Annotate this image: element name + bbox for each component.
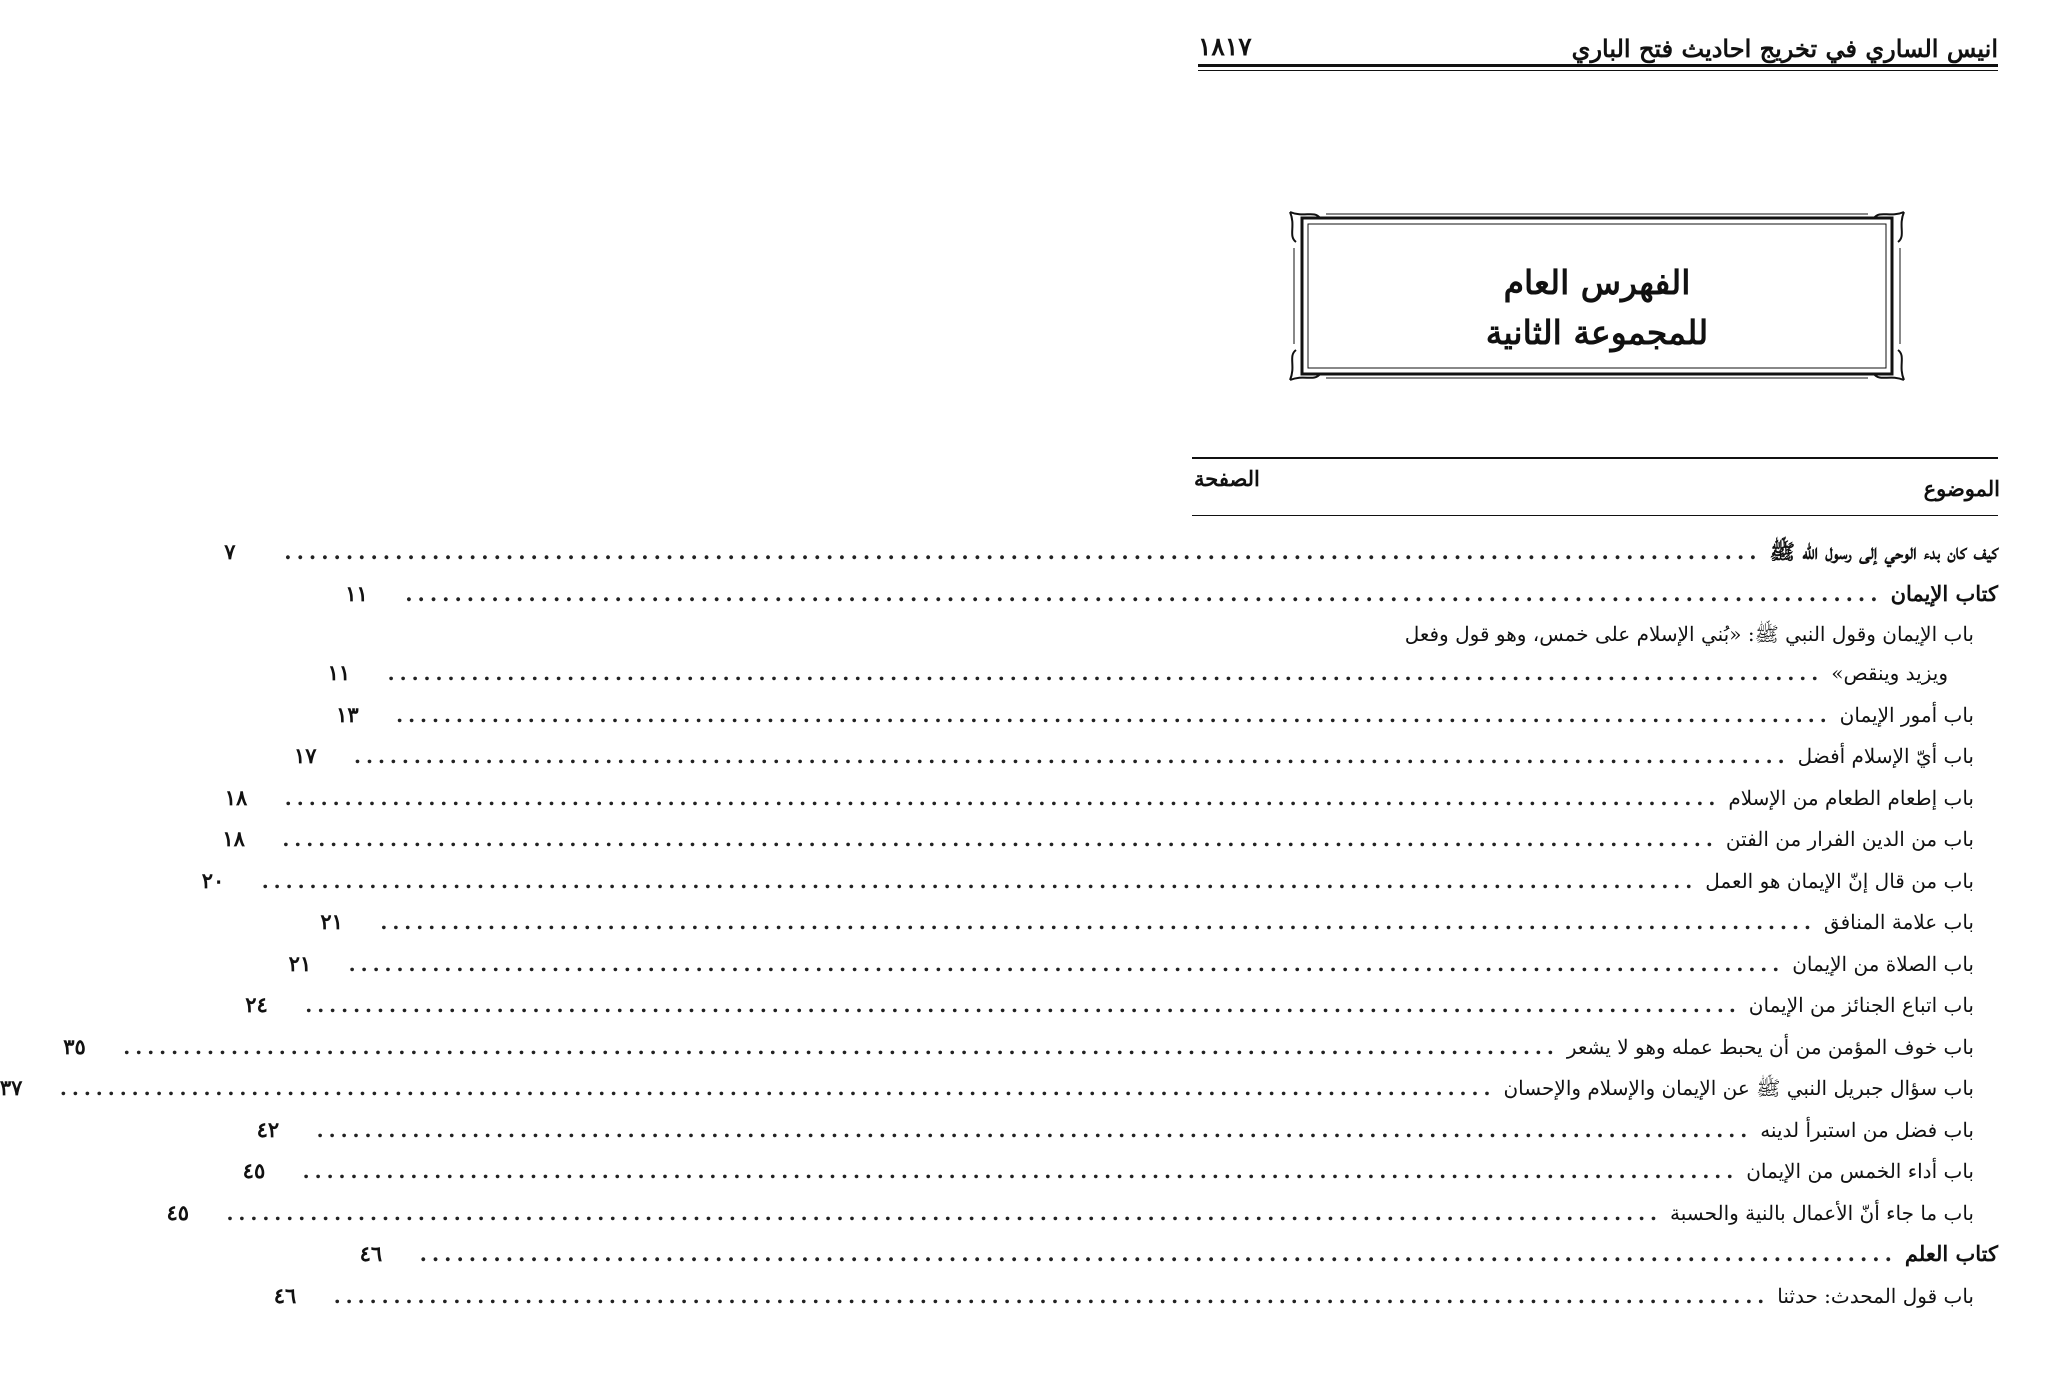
- header-rule-thick: [1198, 64, 1998, 67]
- toc-entry-topic: باب ما جاء أنّ الأعمال بالنية والحسبة: [1670, 1200, 1974, 1225]
- toc-entry-page: ١٣: [336, 701, 359, 727]
- topic-column-header: الموضوع: [1923, 476, 2000, 501]
- toc-entry-topic: باب الصلاة من الإيمان: [1792, 951, 1974, 976]
- page-number: ١٨١٧: [1198, 32, 1252, 61]
- toc-entry-topic: باب سؤال جبريل النبي ﷺ عن الإيمان والإسلام والإحسان: [1503, 1076, 1974, 1100]
- toc-entry-topic: باب خوف المؤمن من أن يحبط عمله وهو لا يشعر: [1566, 1034, 1974, 1059]
- dot-leader: ........................................................................................................................: [284, 785, 1721, 810]
- running-head: [1198, 28, 1998, 68]
- dot-leader: ........................................................................................................................: [333, 1283, 1770, 1308]
- toc-entry-topic: باب قول المحدث: حدثنا: [1777, 1283, 1974, 1308]
- toc-entry-topic: باب أداء الخمس من الإيمان: [1746, 1159, 1974, 1183]
- toc-entry-topic: باب اتباع الجنائز من الإيمان: [1748, 993, 1974, 1017]
- toc-entry: [336, 694, 1998, 736]
- toc-entry-topic: كيف كان بدء الوحي إلى رسول الله ﷺ: [1769, 539, 1998, 564]
- toc-entry: [294, 735, 1998, 777]
- toc-entry: [288, 943, 1998, 985]
- page-column-header: الصفحة: [1194, 466, 1260, 491]
- toc-entry-page: ٤٦: [359, 1241, 383, 1266]
- toc-entry: [327, 652, 1998, 694]
- toc-entry-topic: باب علامة المنافق: [1823, 910, 1974, 934]
- toc-entry-page: ١١: [327, 660, 351, 685]
- dot-leader: ........................................................................................................................: [419, 1241, 1897, 1266]
- table-rule-top: [1192, 457, 1998, 459]
- toc-entry: [201, 860, 1998, 902]
- dot-leader: ........................................................................................................................: [59, 1076, 1496, 1100]
- toc-entry: [224, 531, 1998, 573]
- toc-entry: [63, 1026, 1998, 1068]
- dot-leader: ........................................................................................................................: [305, 993, 1741, 1017]
- index-title-line1: الفهرس العام: [1503, 263, 1691, 302]
- running-title: انيس الساري في تخريج احاديث فتح الباري: [1571, 34, 1998, 63]
- table-rule-bottom: [1192, 515, 1998, 516]
- toc-entry-page: ١٨: [222, 826, 245, 851]
- toc-entry-topic: باب فضل من استبرأ لدينه: [1760, 1117, 1974, 1142]
- toc-entry-page: ٤٢: [256, 1116, 280, 1142]
- toc-entry-page: ١٧: [294, 743, 317, 768]
- dot-leader: ........................................................................................................................: [396, 702, 1832, 727]
- index-title-line2: للمجموعة الثانية: [1485, 313, 1709, 352]
- dot-leader: ........................................................................................................................: [282, 827, 1718, 851]
- toc-entry-page: ٣٧: [0, 1075, 23, 1100]
- index-title-frame: [1286, 206, 1908, 386]
- toc-entry: [0, 1067, 1998, 1109]
- toc-entry-page: ٢١: [320, 909, 343, 934]
- dot-leader: ........................................................................................................................: [284, 539, 1762, 564]
- toc-entry: [256, 1109, 1998, 1151]
- dot-leader: ........................................................................................................................: [387, 661, 1824, 685]
- toc-entry-page: ٤٥: [242, 1158, 266, 1183]
- toc-entry-topic: باب إطعام الطعام من الإسلام: [1728, 785, 1974, 810]
- dot-leader: ........................................................................................................................: [354, 744, 1790, 768]
- toc-entry: [320, 901, 1998, 943]
- dot-leader: ........................................................................................................................: [226, 1200, 1662, 1225]
- toc-entry: [166, 1192, 1998, 1234]
- toc-entry: [224, 777, 1998, 819]
- dot-leader: ........................................................................................................................: [261, 868, 1698, 893]
- toc-entry-page: ٤٦: [273, 1282, 297, 1308]
- toc-entry: [245, 984, 1998, 1026]
- toc-entry-page: ٢٠: [201, 867, 225, 893]
- dot-leader: ........................................................................................................................: [316, 1117, 1753, 1142]
- toc-entry-page: ٧: [224, 539, 236, 564]
- toc-entry-topic: كتاب العلم: [1904, 1241, 1998, 1266]
- toc-entry-page: ٢٤: [245, 992, 268, 1017]
- toc-entry-topic: باب أيّ الإسلام أفضل: [1797, 744, 1974, 768]
- index-title: [1286, 258, 1908, 358]
- toc-list: [0, 531, 1998, 1316]
- toc-entry-topic: باب أمور الإيمان: [1839, 702, 1974, 727]
- dot-leader: ........................................................................................................................: [348, 951, 1785, 976]
- header-rule-thin: [1198, 70, 1998, 71]
- toc-entry: [1194, 614, 1998, 652]
- toc-entry-topic: ويزيد وينقص»: [1831, 661, 1948, 685]
- toc-entry-page: ١١: [345, 580, 368, 606]
- toc-entry-page: ٢١: [288, 950, 312, 976]
- toc-entry: [359, 1233, 1998, 1275]
- toc-entry: [242, 1150, 1998, 1192]
- toc-entry-page: ٤٥: [166, 1199, 190, 1225]
- toc-entry: [345, 573, 1998, 615]
- toc-entry-page: ٣٥: [63, 1033, 86, 1059]
- toc-entry-page: ١٨: [224, 784, 248, 810]
- dot-leader: ........................................................................................................................: [380, 910, 1816, 934]
- toc-entry-topic: باب الإيمان وقول النبي ﷺ: «بُني الإسلام على خمس، وهو قول وفعل: [1404, 622, 1974, 646]
- toc-entry-topic: باب من قال إنّ الإيمان هو العمل: [1705, 868, 1974, 893]
- dot-leader: ........................................................................................................................: [405, 580, 1883, 606]
- toc-entry: [222, 818, 1998, 860]
- toc-entry: [273, 1275, 1998, 1317]
- toc-entry-topic: باب من الدين الفرار من الفتن: [1725, 827, 1974, 851]
- toc-entry-topic: كتاب الإيمان: [1890, 580, 1998, 606]
- dot-leader: ........................................................................................................................: [302, 1159, 1739, 1183]
- dot-leader: ........................................................................................................................: [123, 1034, 1559, 1059]
